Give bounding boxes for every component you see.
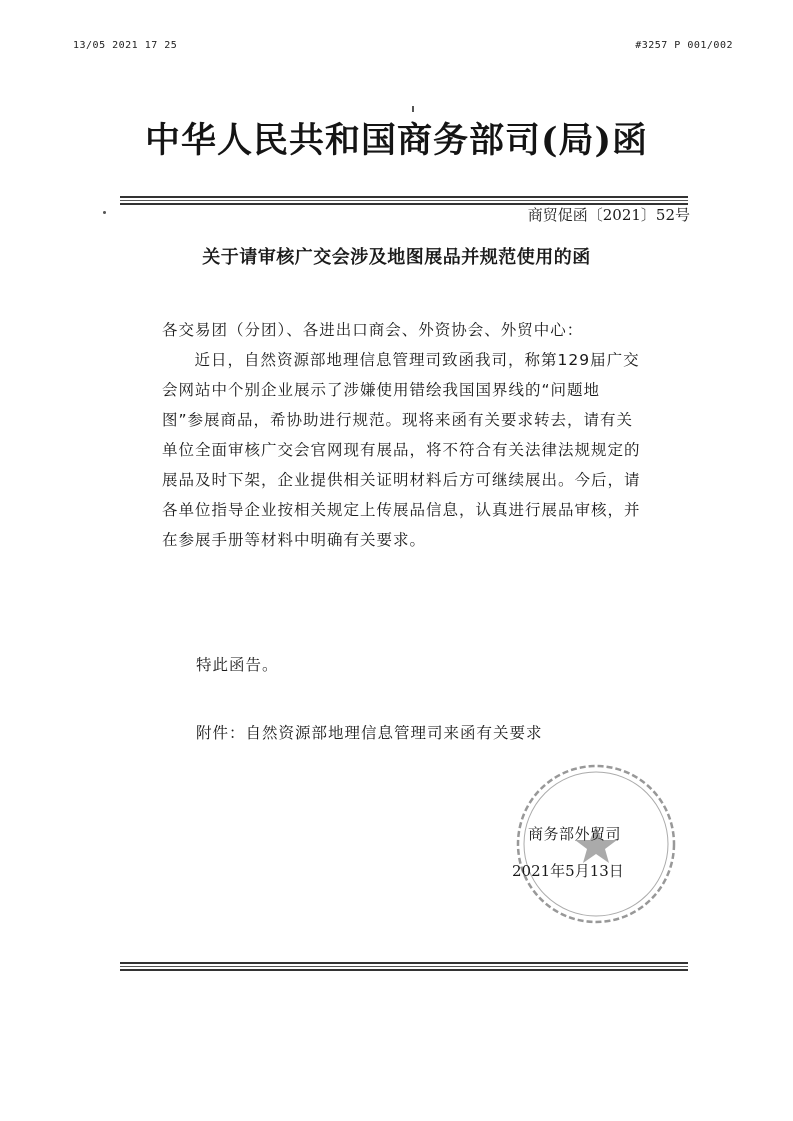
scan-speck: [103, 211, 106, 214]
closing-line: 特此函告。: [196, 656, 279, 674]
footer-divider: [120, 962, 688, 973]
body-paragraph: 近日，自然资源部地理信息管理司致函我司，称第129届广交会网站中个别企业展示了涉嫌使用错绘我国国界线的“问题地图”参展商品，希协助进行规范。现将来函有关要求转去，请有关单位全面审核广交会官网现有展品，将不符合有关法律法规规定的展品及时下架，企业提供相关证明材料后方可继续展出。今后，请各单位指导企业按相关规定上传展品信息，认真进行展品审核，并在参展手册等材料中明确有关要求。: [162, 351, 641, 549]
letter-subject: 关于请审核广交会涉及地图展品并规范使用的函: [202, 247, 591, 268]
salutation: 各交易团（分团）、各进出口商会、外资协会、外贸中心：: [162, 321, 584, 339]
letterhead-title: 中华人民共和国商务部司(局)函: [144, 120, 649, 161]
official-seal: [514, 762, 679, 927]
scan-speck: [412, 106, 414, 112]
fax-header-right: #3257 P 001/002: [635, 40, 733, 51]
document-number: 商贸促函〔2021〕52号: [527, 206, 690, 224]
issuing-department: 商务部外贸司: [528, 825, 622, 843]
signature-date: 2021年5月13日: [512, 862, 624, 880]
attachment-note: 附件：自然资源部地理信息管理司来函有关要求: [196, 724, 543, 742]
fax-header-left: 13/05 2021 17 25: [73, 40, 178, 51]
